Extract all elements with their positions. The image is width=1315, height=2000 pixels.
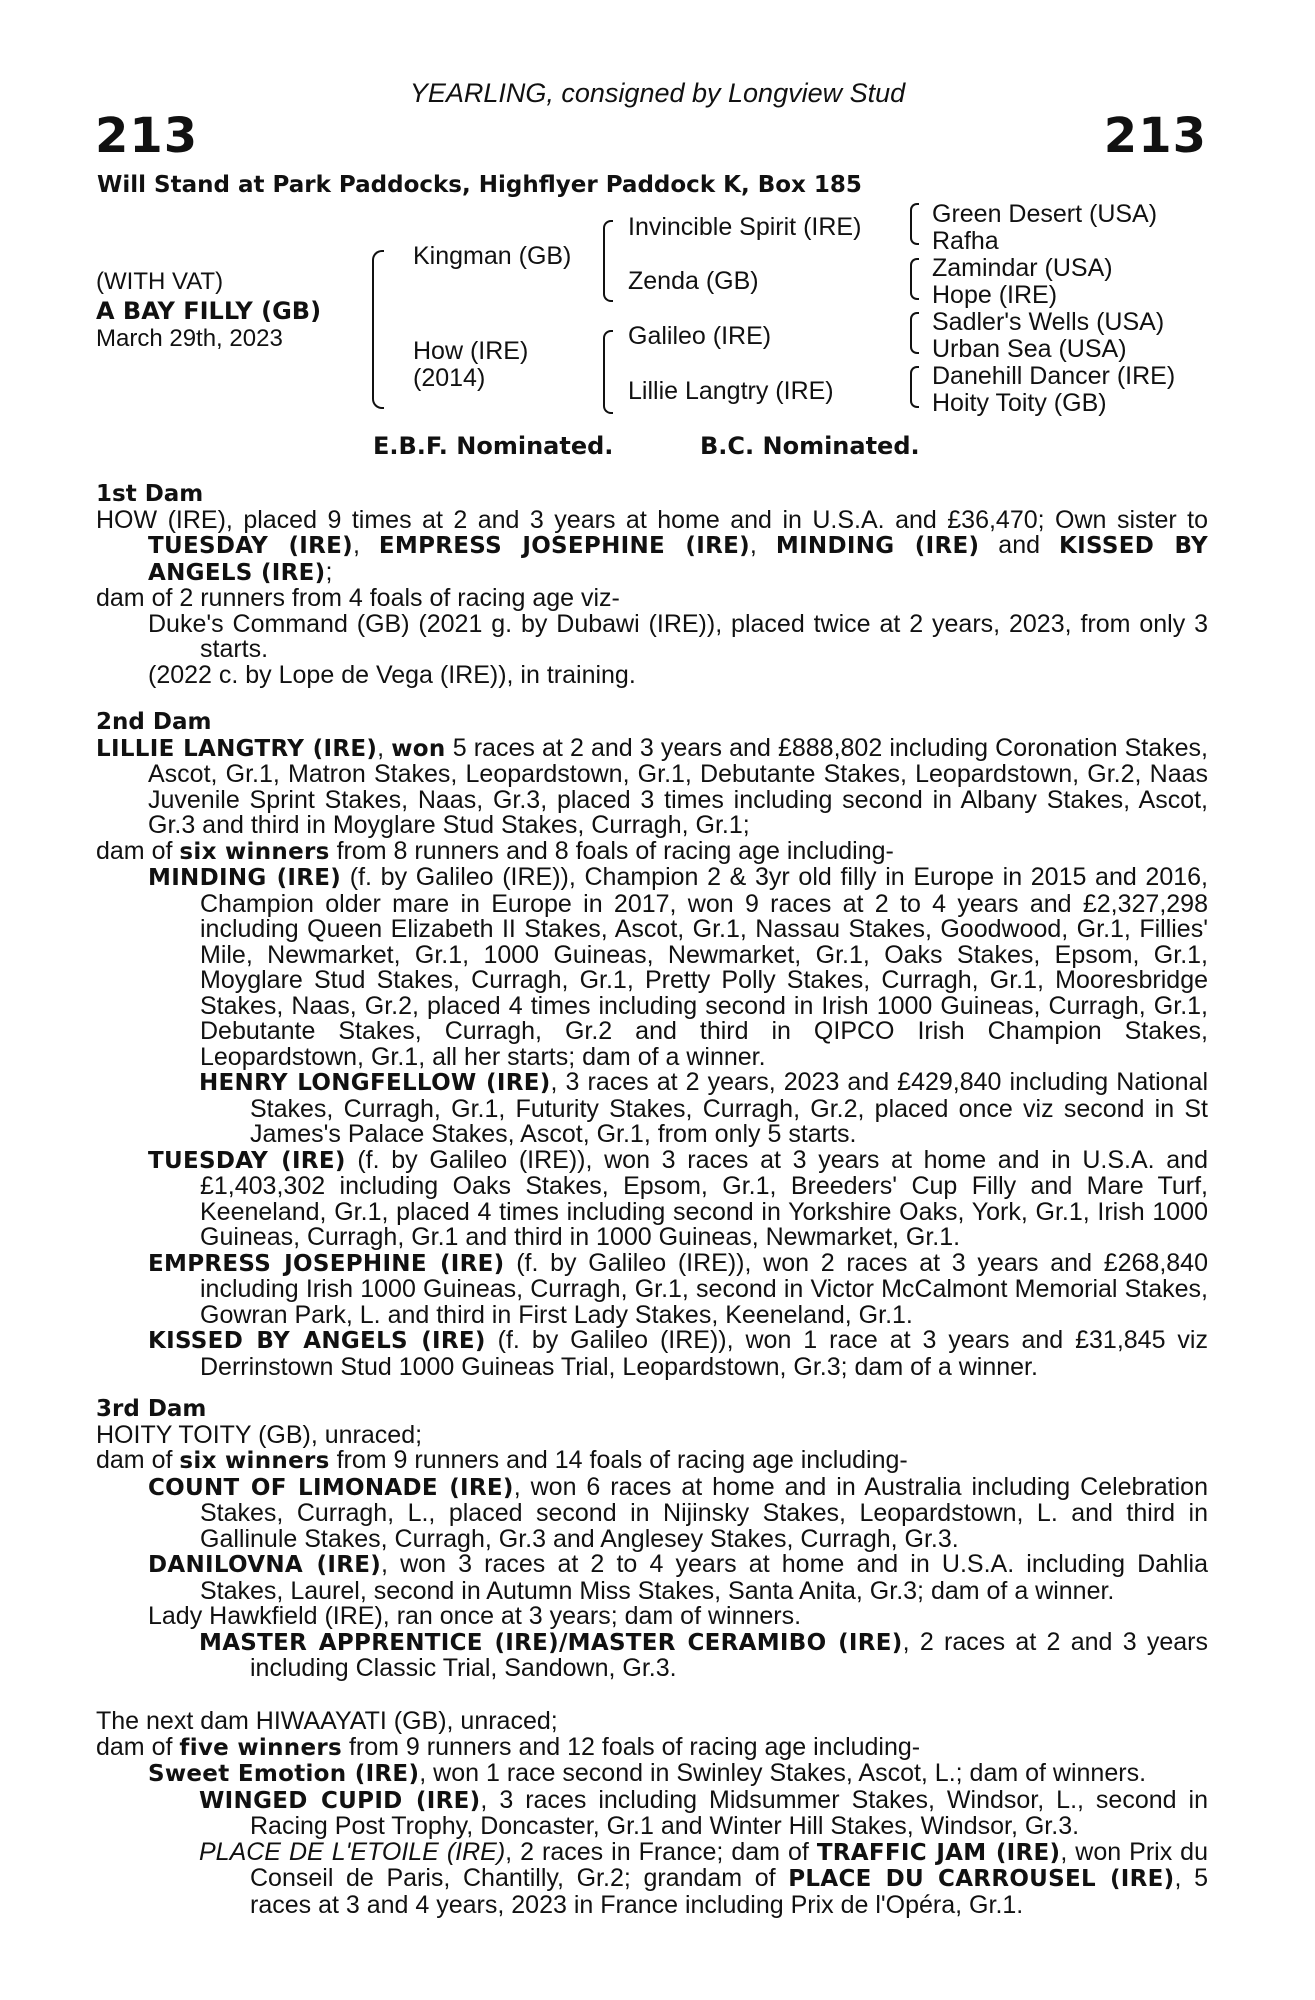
grandproduce-name: HENRY LONGFELLOW (IRE) bbox=[199, 1070, 551, 1096]
grandproduce-name: PLACE DE L'ETOILE (IRE) bbox=[199, 1837, 506, 1866]
produce-record: , won 3 races at 2 to 4 years at home and in U.S.A. including Dahlia Stakes, Laurel, second in Autumn Miss Stakes, Santa Anita, Gr.3; dam of a winner. bbox=[200, 1550, 1208, 1605]
produce-name: Sweet Emotion (IRE) bbox=[148, 1761, 420, 1787]
winners-count: five winners bbox=[179, 1734, 342, 1761]
section-heading: 1st Dam bbox=[96, 481, 204, 507]
dam-of-label: dam of bbox=[96, 1732, 173, 1761]
bc-nominated: B.C. Nominated. bbox=[700, 432, 920, 460]
ss-sire: Green Desert (USA) bbox=[932, 200, 1158, 228]
sd-sire: Zamindar (USA) bbox=[932, 254, 1113, 282]
sibling-name: MINDING (IRE) bbox=[775, 533, 980, 559]
produce-name: MINDING (IRE) bbox=[148, 865, 342, 891]
dam-of-detail: from 8 runners and 8 foals of racing age including- bbox=[336, 836, 894, 865]
produce-entry: Lady Hawkfield (IRE), ran once at 3 years; dam of winners. bbox=[148, 1602, 802, 1630]
next-dam-line: The next dam HIWAAYATI (GB), unraced; bbox=[96, 1707, 558, 1735]
lot-number-left: 213 bbox=[95, 108, 199, 164]
section-heading: 2nd Dam bbox=[96, 709, 212, 735]
horse-name: A BAY FILLY (GB) bbox=[96, 297, 322, 325]
pedigree-brace-dd bbox=[910, 366, 919, 408]
produce-entry: Duke's Command (GB) (2021 g. by Dubawi (IRE)), placed twice at 2 years, 2023, from only 3 starts. bbox=[148, 609, 1208, 663]
pedigree-brace-ss bbox=[910, 203, 919, 245]
dam-of-detail: from 9 runners and 12 foals of racing age including- bbox=[348, 1732, 921, 1761]
next-dam-section bbox=[96, 1709, 1208, 1918]
grandproduce-record: , 3 races including Midsummer Stakes, Windsor, L., second in Racing Post Trophy, Doncaster, Gr.1 and Winter Hill Stakes, Windsor, Gr.3. bbox=[250, 1785, 1208, 1840]
lot-number-right: 213 bbox=[1103, 108, 1207, 164]
foaling-date: March 29th, 2023 bbox=[96, 325, 283, 352]
vat-note: (WITH VAT) bbox=[96, 268, 224, 295]
produce-name: COUNT OF LIMONADE (IRE) bbox=[148, 1474, 514, 1501]
second-dam-record: 5 races at 2 and 3 years and £888,802 including Coronation Stakes, Ascot, Gr.1, Matron Stakes, Leopardstown, Gr.1, Debutante Stakes, Leopardstown, Gr.2, Naas Juvenile Sprint Stakes, Naas, Gr.3, placed 3 times including second in Albany Stakes, Ascot, Gr.3 and third in Moyglare Stud Stakes, Curragh, Gr.1; bbox=[148, 733, 1208, 839]
dam-of-detail: from 9 runners and 14 foals of racing age including- bbox=[336, 1446, 908, 1474]
first-dam-line: HOW (IRE), placed 9 times at 2 and 3 years at home and in U.S.A. and £36,470; Own sister to bbox=[96, 505, 1208, 534]
grandproduce-name: MASTER APPRENTICE (IRE)/MASTER CERAMIBO (IRE) bbox=[199, 1629, 903, 1656]
winners-count: six winners bbox=[179, 838, 330, 865]
pedigree-brace-sire bbox=[603, 220, 613, 302]
second-dam-name: LILLIE LANGTRY (IRE) bbox=[96, 735, 378, 762]
dam-name: How (IRE) bbox=[413, 337, 529, 365]
dam-of-label: dam of bbox=[96, 836, 173, 865]
produce-record: , won 6 races at home and in Australia including Celebration Stakes, Curragh, L., placed second in Nijinsky Stakes, Leopardstown, L. and third in Gallinule Stakes, Curragh, Gr.3 and Anglesey Stakes, Curragh, Gr.3. bbox=[200, 1472, 1208, 1553]
ebf-nominated: E.B.F. Nominated. bbox=[373, 432, 614, 460]
won-label: won bbox=[391, 735, 446, 762]
produce-name: TUESDAY (IRE) bbox=[148, 1147, 346, 1174]
ds-sire: Sadler's Wells (USA) bbox=[932, 308, 1165, 336]
grandproduce-name: WINGED CUPID (IRE) bbox=[199, 1787, 481, 1814]
sibling-name: TUESDAY (IRE) bbox=[148, 533, 353, 559]
section-heading: 3rd Dam bbox=[96, 1396, 207, 1422]
dd-dam: Hoity Toity (GB) bbox=[932, 389, 1107, 417]
produce-entry: (2022 c. by Lope de Vega (IRE)), in training. bbox=[148, 660, 636, 689]
grandproduce-record: , 5 races at 3 and 4 years, 2023 in France including Prix de l'Opéra, Gr.1. bbox=[250, 1864, 1208, 1919]
sire-name: Kingman (GB) bbox=[413, 242, 572, 270]
dam-of-label: dam of bbox=[96, 1446, 173, 1474]
produce-record: , won 1 race second in Swinley Stakes, Ascot, L.; dam of winners. bbox=[419, 1759, 1147, 1787]
third-dam-section bbox=[96, 1396, 1208, 1682]
first-dam-section: 1st Dam HOW (IRE), placed 9 times at 2 and 3 years at home and in U.S.A. and £36,470; Own sister to TUESDAY (IRE), EMPRESS JOSEPHINE (IRE), MINDING (IRE) and KISSED BY ANGELS (IRE); dam of 2 runners from 4 foals of racing age viz- Duke's Command (GB) (2021 g. by Dubawi (IRE)), placed twice at 2 years, 2023, from only 3 starts. (2022 c. by Lope de Vega (IRE)), in training. bbox=[96, 481, 1208, 689]
produce-name: DANILOVNA (IRE) bbox=[148, 1552, 382, 1578]
produce-name: KISSED BY ANGELS (IRE) bbox=[148, 1328, 486, 1354]
produce-record: (f. by Galileo (IRE)), won 1 race at 3 years and £31,845 viz Derrinstown Stud 1000 Guineas Trial, Leopardstown, Gr.3; dam of a winner. bbox=[200, 1326, 1208, 1381]
winners-count: six winners bbox=[179, 1448, 330, 1474]
catalogue-subtitle: YEARLING, consigned by Longview Stud bbox=[409, 78, 906, 108]
grandproduce-record: , 3 races at 2 years, 2023 and £429,840 including National Stakes, Curragh, Gr.1, Futurity Stakes, Curragh, Gr.2, placed once viz second in St James's Palace Stakes, Ascot, Gr.1, from only 5 starts. bbox=[250, 1068, 1208, 1148]
sibling-name: KISSED BY ANGELS (IRE) bbox=[148, 533, 1208, 586]
produce-record: (f. by Galileo (IRE)), won 3 races at 3 years at home and in U.S.A. and £1,403,302 including Oaks Stakes, Epsom, Gr.1, Breeders' Cup Filly and Mare Turf, Keeneland, Gr.1, placed 4 times including second in Yorkshire Oaks, York, Gr.1, Irish 1000 Guineas, Curragh, Gr.1 and third in 1000 Guineas, Newmarket, Gr.1. bbox=[200, 1145, 1208, 1251]
pedigree-brace-ds bbox=[910, 312, 919, 354]
produce-record: (f. by Galileo (IRE)), Champion 2 & 3yr old filly in Europe in 2015 and 2016, Champion older mare in Europe in 2017, won 9 races at 2 to 4 years and £2,327,298 including Queen Elizabeth II Stakes, Ascot, Gr.1, Nassau Stakes, Goodwood, Gr.1, Fillies' Mile, Newmarket, Gr.1, 1000 Guineas, Newmarket, Gr.1, Oaks Stakes, Epsom, Gr.1, Moyglare Stud Stakes, Curragh, Gr.1, Pretty Polly Stakes, Curragh, Gr.1, Mooresbridge Stakes, Naas, Gr.2, placed 4 times including second in Irish 1000 Guineas, Curragh, Gr.1, Debutante Stakes, Curragh, Gr.2 and third in QIPCO Irish Champion Stakes, Leopardstown, Gr.1, all her starts; dam of a winner. bbox=[200, 863, 1208, 1071]
great-grandproduce-name: PLACE DU CARROUSEL (IRE) bbox=[788, 1866, 1175, 1892]
second-dam-section: 2nd Dam LILLIE LANGTRY (IRE), won 5 races at 2 and 3 years and £888,802 including Coronation Stakes, Ascot, Gr.1, Matron Stakes, Leopardstown, Gr.1, Debutante Stakes, Leopardstown, Gr.2, Naas Juvenile Sprint Stakes, Naas, Gr.3, placed 3 times including second in Albany Stakes, Ascot, Gr.3 and third in Moyglare Stud Stakes, Curragh, Gr.1; dam of six winners from 8 runners and 8 foals of racing age including- MINDING (IRE) (f. by Galileo (IRE)), Champion 2 & 3yr old filly in Europe in 2015 and 2016, Champion older mare in Europe in 2017, won 9 races at 2 to 4 years and £2,327,298 including Queen Elizabeth II Stakes, Ascot, Gr.1, Nassau Stakes, Goodwood, Gr.1, Fillies' Mile, Newmarket, Gr.1, 1000 Guineas, Newmarket, Gr.1, Oaks Stakes, Epsom, Gr.1, Moyglare Stud Stakes, Curragh, Gr.1, Pretty Polly Stakes, Curragh, Gr.1, Mooresbridge Stakes, Naas, Gr.2, placed 4 times including second in Irish 1000 Guineas, Curragh, Gr.1, Debutante Stakes, Curragh, Gr.2 and third in QIPCO Irish Champion Stakes, Leopardstown, Gr.1, all her starts; dam of a winner. HENRY LONGFELLOW (IRE), 3 races at 2 years, 2023 and £429,840 including National Stakes, Curragh, Gr.1, Futurity Stakes, Curragh, Gr.2, placed once viz second in St James's Palace Stakes, Ascot, Gr.1, from only 5 starts. TUESDAY (IRE) (f. by Galileo (IRE)), won 3 races at 3 years at home and in U.S.A. and £1,403,302 including Oaks Stakes, Epsom, Gr.1, Breeders' Cup Filly and Mare Turf, Keeneland, Gr.1, placed 4 times including second in Yorkshire Oaks, York, Gr.1, Irish 1000 Guineas, Curragh, Gr.1 and third in 1000 Guineas, Newmarket, Gr.1. EMPRESS JOSEPHINE (IRE) (f. by Galileo (IRE)), won 2 races at 3 years and £268,840 including Irish 1000 Guineas, Curragh, Gr.1, second in Victor McCalmont Memorial Stakes, Gowran Park, L. and third in First Lady Stakes, Keeneland, Gr.1. KISSED BY ANGELS (IRE) (f. by Galileo (IRE)), won 1 race at 3 years and £31,845 viz Derrinstown Stud 1000 Guineas Trial, Leopardstown, Gr.3; dam of a winner. bbox=[96, 709, 1208, 1381]
ss-dam: Rafha bbox=[932, 227, 999, 255]
third-dam-line: HOITY TOITY (GB), unraced; bbox=[96, 1420, 423, 1449]
sire-sire: Invincible Spirit (IRE) bbox=[628, 213, 862, 241]
pedigree-brace-main bbox=[372, 250, 384, 409]
pedigree-brace-dam bbox=[603, 330, 613, 414]
grandproduce-record: , 2 races at 2 and 3 years including Classic Trial, Sandown, Gr.3. bbox=[250, 1627, 1208, 1682]
produce-name: EMPRESS JOSEPHINE (IRE) bbox=[148, 1250, 505, 1277]
produce-record: (f. by Galileo (IRE)), won 2 races at 3 years and £268,840 including Irish 1000 Guineas, Curragh, Gr.1, second in Victor McCalmont Memorial Stakes, Gowran Park, L. and third in First Lady Stakes, Keeneland, Gr.1. bbox=[200, 1248, 1208, 1329]
dd-sire: Danehill Dancer (IRE) bbox=[932, 362, 1176, 390]
ds-dam: Urban Sea (USA) bbox=[932, 335, 1127, 363]
grandproduce-record: , won Prix du Conseil de Paris, Chantilly, Gr.2; grandam of bbox=[250, 1837, 1208, 1892]
first-dam-produce-summary: dam of 2 runners from 4 foals of racing age viz- bbox=[96, 584, 620, 612]
dam-sire: Galileo (IRE) bbox=[628, 322, 772, 350]
pedigree-brace-sd bbox=[910, 258, 919, 300]
sire-dam: Zenda (GB) bbox=[628, 267, 759, 295]
grandproduce-record: , 2 races in France; dam of bbox=[505, 1837, 809, 1866]
dam-dam: Lillie Langtry (IRE) bbox=[628, 377, 834, 405]
stand-info: Will Stand at Park Paddocks, Highflyer Paddock K, Box 185 bbox=[97, 172, 862, 198]
dam-year: (2014) bbox=[413, 364, 486, 392]
sibling-name: EMPRESS JOSEPHINE (IRE) bbox=[378, 533, 750, 559]
sd-dam: Hope (IRE) bbox=[932, 281, 1058, 309]
great-grandproduce-name: TRAFFIC JAM (IRE) bbox=[816, 1839, 1061, 1866]
